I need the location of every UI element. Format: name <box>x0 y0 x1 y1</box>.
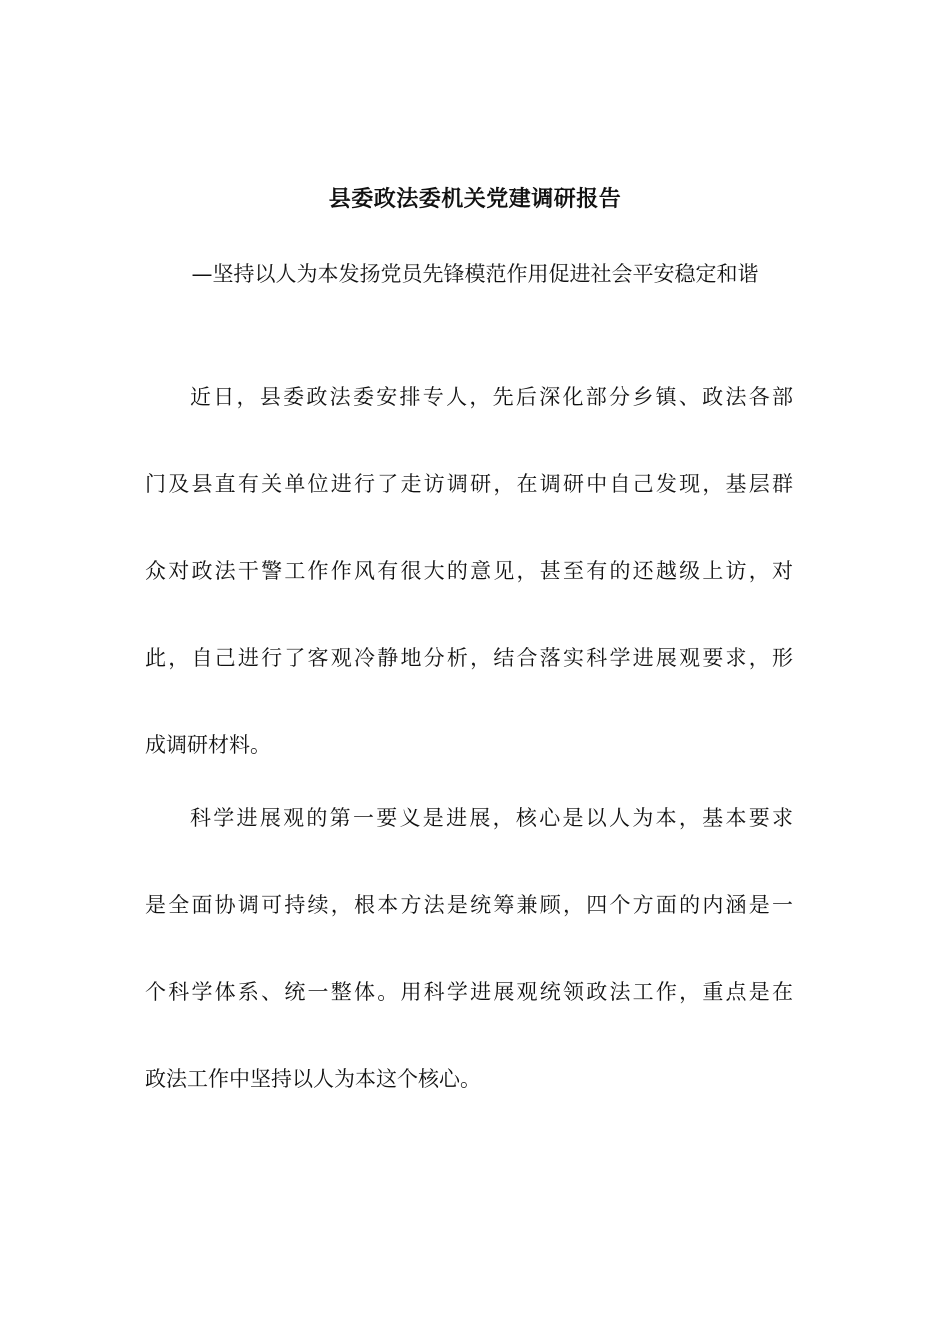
paragraph-2 <box>145 797 793 1101</box>
document-subtitle: —坚持以人为本发扬党员先锋模范作用促进社会平安稳定和谐 <box>191 262 759 286</box>
paragraph-line: 个科学体系、统一整体。用科学进展观统领政法工作，重点是在 <box>145 980 793 1004</box>
paragraph-line: 是全面协调可持续，根本方法是统筹兼顾，四个方面的内涵是一 <box>145 893 793 917</box>
paragraph-line: 众对政法干警工作作风有很大的意见，甚至有的还越级上访，对 <box>145 559 793 583</box>
paragraph-line: 门及县直有关单位进行了走访调研，在调研中自己发现，基层群 <box>145 472 793 496</box>
paragraph-line: 政法工作中坚持以人为本这个核心。 <box>145 1067 481 1091</box>
paragraph-line: 近日，县委政法委安排专人，先后深化部分乡镇、政法各部 <box>190 385 793 409</box>
paragraph-1 <box>145 376 793 767</box>
document-title: 县委政法委机关党建调研报告 <box>328 187 622 212</box>
paragraph-line: 科学进展观的第一要义是进展，核心是以人为本，基本要求 <box>190 806 793 830</box>
paragraph-line: 此，自己进行了客观冷静地分析，结合落实科学进展观要求，形 <box>145 646 793 670</box>
paragraph-line: 成调研材料。 <box>145 733 271 757</box>
document-body <box>145 376 793 1101</box>
